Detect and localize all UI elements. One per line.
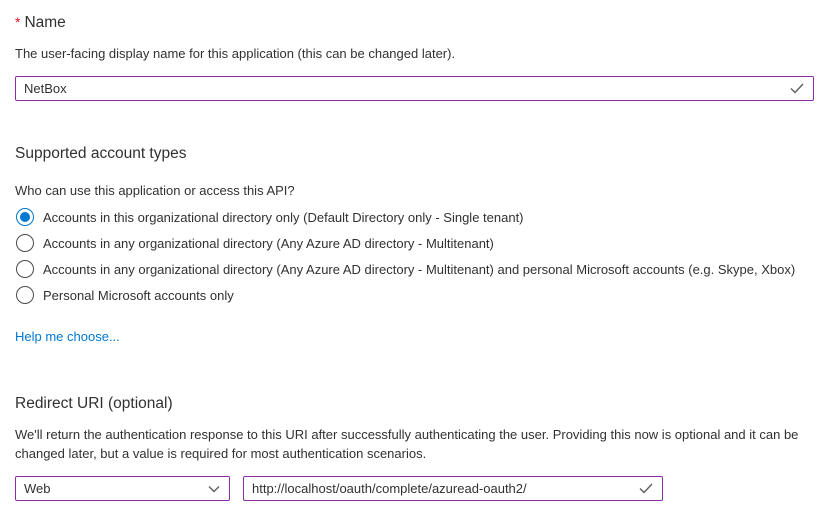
radio-option-label: Accounts in any organizational directory (Any Azure AD directory - Multitenant) <box>43 235 494 251</box>
radio-option-single-tenant[interactable] <box>15 204 814 230</box>
account-types-title: Supported account types <box>15 145 187 162</box>
name-title-text: Name <box>24 14 66 31</box>
account-types-question: Who can use this application or access this API? <box>15 183 295 198</box>
radio-button-icon <box>16 260 34 278</box>
platform-select[interactable] <box>15 476 230 501</box>
radio-option-personal-only[interactable] <box>15 282 814 308</box>
redirect-uri-row <box>15 476 814 501</box>
valid-check-icon <box>790 83 804 94</box>
radio-button-icon <box>16 208 34 226</box>
account-types-radio-group <box>15 204 814 308</box>
radio-option-label: Accounts in this organizational directory only (Default Directory only - Single tenant) <box>43 209 524 225</box>
platform-select-value: Web <box>24 481 51 496</box>
radio-button-icon <box>16 286 34 304</box>
redirect-uri-input[interactable] <box>244 481 639 496</box>
help-me-choose-link[interactable]: Help me choose... <box>15 329 120 344</box>
name-description: The user-facing display name for this application (this can be changed later). <box>15 46 456 61</box>
name-section-title <box>15 12 814 33</box>
radio-button-icon <box>16 234 34 252</box>
name-input-container <box>15 76 814 101</box>
name-input[interactable] <box>16 81 790 96</box>
radio-option-label: Personal Microsoft accounts only <box>43 287 234 303</box>
radio-option-multitenant-personal[interactable] <box>15 256 814 282</box>
radio-option-label: Accounts in any organizational directory (Any Azure AD directory - Multitenant) and personal Microsoft accounts (e.g. Skype, Xbox) <box>43 261 796 277</box>
required-asterisk: * <box>15 14 21 30</box>
chevron-down-icon <box>208 485 220 493</box>
redirect-uri-description: We'll return the authentication response to this URI after successfully authenticating the user. Providing this now is optional and it can be changed later, but a value is required for most authentication scenarios. <box>15 427 799 461</box>
redirect-uri-input-container <box>243 476 663 501</box>
redirect-uri-title: Redirect URI (optional) <box>15 395 173 412</box>
radio-option-multitenant[interactable] <box>15 230 814 256</box>
valid-check-icon <box>639 483 653 494</box>
